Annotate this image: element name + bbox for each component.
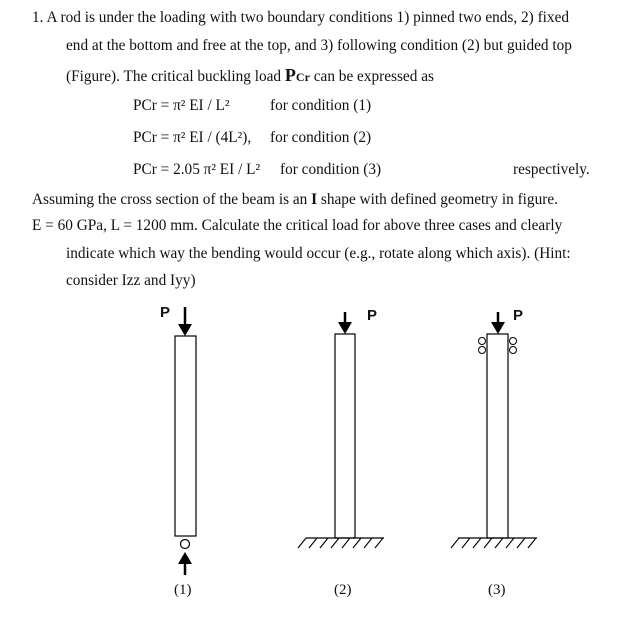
equation-1: PCr = π² EI / L² [133, 97, 230, 114]
problem-line-3: (Figure). The critical buckling load PCr can be expressed as [66, 65, 434, 85]
problem-line-2: end at the bottom and free at the top, and 3) following condition (2) but guided top [66, 37, 572, 54]
problem-line-4: Assuming the cross section of the beam is an I shape with defined geometry in figure. [32, 191, 558, 208]
problem-line-1: 1. A rod is under the loading with two boundary conditions 1) pinned two ends, 2) fixed [32, 9, 570, 26]
case-label-1: (1) [174, 582, 192, 598]
ground-hatch-3 [451, 538, 536, 548]
column-2-body [335, 334, 355, 538]
load-arrowhead-1 [178, 324, 192, 336]
ground-hatch-2 [298, 538, 383, 548]
problem-line-5: E = 60 GPa, L = 1200 mm. Calculate the critical load for above three cases and clearly [32, 217, 563, 234]
load-label-1: P [160, 304, 171, 321]
problem-line-7: consider Izz and Iyy) [66, 272, 196, 289]
bottom-pin-1 [181, 540, 190, 549]
respectively-text: respectively. [513, 161, 590, 178]
column-figure [0, 300, 638, 614]
equation-3: PCr = 2.05 π² EI / L² [133, 161, 261, 178]
problem-line-6: indicate which way the bending would occur (e.g., rotate along which axis). (Hint: [66, 245, 571, 262]
equation-2: PCr = π² EI / (4L²), [133, 129, 252, 146]
case-label-2: (2) [334, 582, 352, 598]
load-arrowhead-3 [491, 322, 505, 334]
column-case-1 [175, 307, 196, 575]
case-label-3: (3) [488, 582, 506, 598]
equation-3-condition: for condition (3) [280, 161, 382, 178]
load-label-2: P [367, 307, 378, 324]
load-arrowhead-2 [338, 322, 352, 334]
column-case-2 [298, 312, 384, 548]
equation-2-condition: for condition (2) [270, 129, 372, 146]
column-case-3 [451, 312, 537, 548]
figure-drawing [0, 300, 638, 614]
load-label-3: P [513, 307, 524, 324]
equation-1-condition: for condition (1) [270, 97, 372, 114]
column-3-body [487, 334, 508, 538]
column-1-body [175, 336, 196, 536]
